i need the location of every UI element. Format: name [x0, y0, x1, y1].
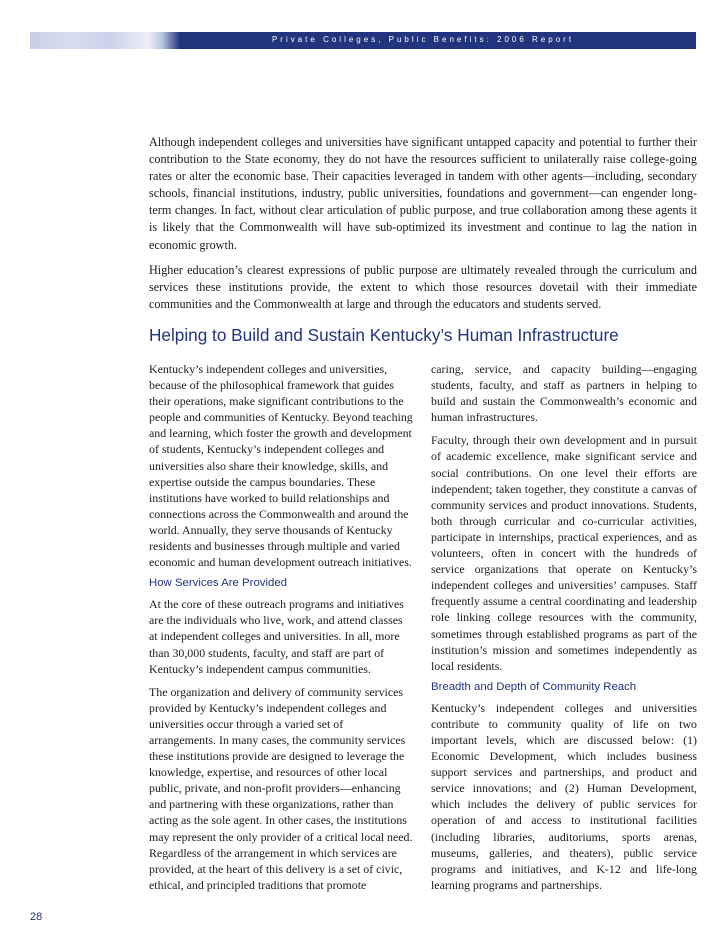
subheading-how-services: How Services Are Provided — [149, 577, 288, 590]
body-paragraph: caring, service, and capacity building—engaging students, faculty, and staff as partners in helping to build and sustain the Commonwealth’s economic and human infrastructures. — [431, 362, 697, 425]
left-column — [149, 361, 413, 900]
intro-paragraph: Although independent colleges and universities have significant untapped capacity and potential to further their contribution to the State economy, they do not have the resources sufficient to unilaterally raise college-going rates or alter the economic base. Their capacities leveraged in tandem with other agents—including, secondary schools, financial institutions, industry, public universities, foundations and government—can engender long-term changes. In fact, without clear articulation of public purpose, and true collaboration among these agents it is likely that the Commonwealth will have sub-optimized its investment and continue to lag the nation in economic growth. — [149, 135, 697, 252]
section-title: Helping to Build and Sustain Kentucky’s Human Infrastructure — [149, 325, 619, 345]
body-paragraph: The organization and delivery of community services provided by Kentucky’s independent colleges and universities occur through a varied set of arrangements. In many cases, the community services these institutions provide are designed to leverage the knowledge, expertise, and resources of other local public, private, and non-profit providers—enhancing and partnering with these organizations, rather than acting as the sole agent. In other cases, the institutions may represent the only provider of a critical local need. Regardless of the arrangement in which services are provided, at the heart of this delivery is a set of civic, ethical, and principled traditions that promote — [149, 684, 413, 892]
page-number: 28 — [30, 911, 43, 923]
right-column — [431, 361, 697, 900]
body-paragraph: Kentucky’s independent colleges and universities, because of the philosophical framework that guides their operations, make significant contributions to the people and communities of Kentucky. Beyond teaching and learning, which foster the growth and development of students, Kentucky’s independent colleges and universities also share their knowledge, skills, and expertise outside the campus boundaries. These institutions have worked to build relationships and connections across the Commonwealth and around the world. Annually, they serve thousands of Kentucky residents and businesses through multiple and varied economic and human development outreach initiatives. — [149, 362, 413, 570]
intro-paragraph: Higher education’s clearest expressions of public purpose are ultimately revealed through the curriculum and services these institutions provide, the extent to which those resources dovetail with their immediate communities and the Commonwealth at large and through the educators and students served. — [149, 262, 697, 311]
body-paragraph: At the core of these outreach programs and initiatives are the individuals who live, work, and attend classes at independent colleges and universities. In all, more than 30,000 students, faculty, and staff are part of Kentucky’s independent campus communities. — [149, 597, 404, 676]
running-header: Private Colleges, Public Benefits: 2006 Report — [271, 35, 575, 44]
intro-text — [149, 134, 697, 321]
body-paragraph: Kentucky’s independent colleges and universities contribute to community quality of life on two important levels, which are discussed below: (1) Economic Development, which includes business support services and partnerships, and product and service innovations; and (2) Human Development, which includes the delivery of public services for operation of and access to institutional facilities (including libraries, auditoriums, sports arenas, museums, galleries, and theaters), public service programs and initiatives, and K-12 and life-long learning programs and partnerships. — [431, 700, 697, 892]
subheading-breadth-depth: Breadth and Depth of Community Reach — [431, 680, 637, 693]
body-paragraph: Faculty, through their own development and in pursuit of academic excellence, make significant service and social contributions. On one level their efforts are independent; taken together, they constitute a canvas of community services and product innovations. Students, both through curricular and co-curricular activities, participate in internships, practical experiences, and as volunteers, often in concert with the hundreds of service organizations that operate on Kentucky’s independent colleges and universities’ campuses. Staff frequently assume a central coordinating and leadership role linking college resources with the community, sometimes through established programs as part of the institution’s mission and sometimes independently as local residents. — [431, 433, 697, 673]
